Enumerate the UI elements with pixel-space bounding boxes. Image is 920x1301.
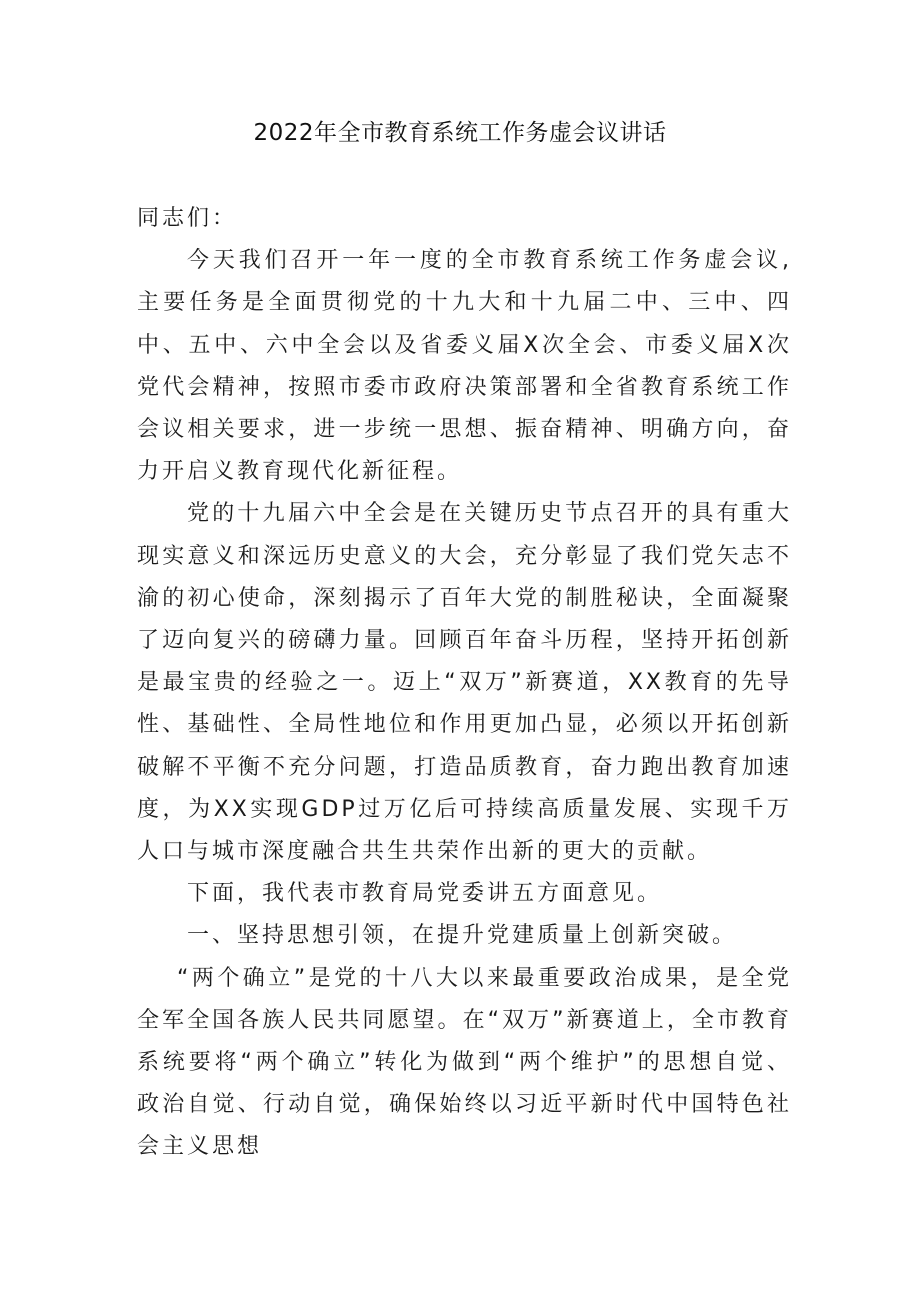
paragraph-outline: 下面，我代表市教育局党委讲五方面意见。	[187, 881, 663, 907]
paragraph-two-establishments: “两个确立”是党的十八大以来最重要政治成果，是全党全军全国各族人民共同愿望。在“双万”新赛道上，全市教育系统要将“两个确立”转化为做到“两个维护”的思想自觉、政治自觉、行动自觉，确保始终以习近平新时代中国特色社会主义思想	[137, 965, 792, 1160]
document-title: 2022年全市教育系统工作务虚会议讲话	[253, 120, 667, 146]
document-body	[137, 198, 792, 1169]
paragraph-plenum-significance: 党的十九届六中全会是在关键历史节点召开的具有重大现实意义和深远历史意义的大会，充分彰显了我们党矢志不渝的初心使命，深刻揭示了百年大党的制胜秘诀，全面凝聚了迈向复兴的磅礴力量。回顾百年奋斗历程，坚持开拓创新是最宝贵的经验之一。迈上“双万”新赛道，XX教育的先导性、基础性、全局性地位和作用更加凸显，必须以开拓创新破解不平衡不充分问题，打造品质教育，奋力跑出教育加速度，为XX实现GDP过万亿后可持续高质量发展、实现千万人口与城市深度融合共生共荣作出新的更大的贡献。	[137, 501, 792, 865]
salutation: 同志们：	[137, 206, 238, 231]
section-heading-one: 一、坚持思想引领，在提升党建质量上创新突破。	[187, 923, 738, 949]
paragraph-opening: 今天我们召开一年一度的全市教育系统工作务虚会议,主要任务是全面贯彻党的十九大和十九届二中、三中、四中、五中、六中全会以及省委义届X次全会、市委义届X次党代会精神，按照市委市政府决策部署和全省教育系统工作会议相关要求，进一步统一思想、振奋精神、明确方向，奋力开启义教育现代化新征程。	[137, 248, 792, 485]
